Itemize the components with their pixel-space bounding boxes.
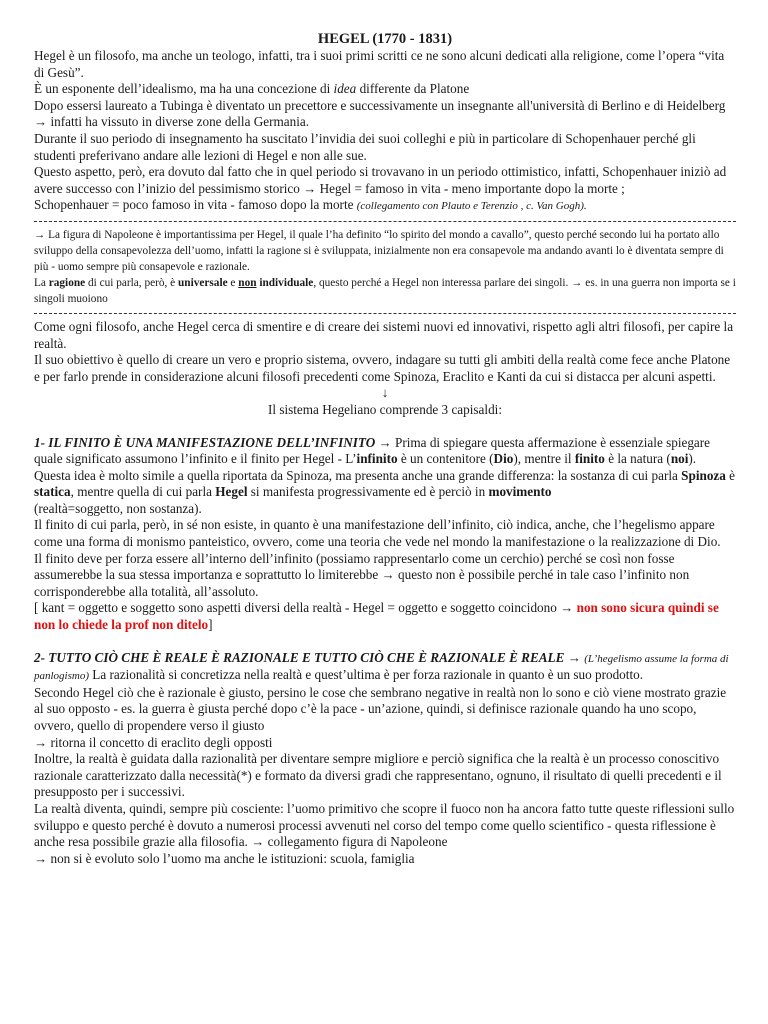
text: e	[227, 276, 239, 289]
section2-paragraph-5: La realtà diventa, quindi, sempre più cosciente: l’uomo primitivo che scopre il fuoco non ha ancora fatto tutte queste riflessioni sullo sviluppo e questo perché è dovuto a numerosi processi avvenuti nel corso del tempo come quello scientifico - questa riflessione è anche resa possibile grazie alla filosofia. → collegamento figura di Napoleone	[34, 800, 735, 850]
section1-heading: 1- IL FINITO È UNA MANIFESTAZIONE DELL’INFINITO	[34, 434, 376, 450]
section2-paragraph-2: Secondo Hegel ciò che è razionale è giusto, persino le cose che sembrano negative in realtà non lo sono e ciò viene mostrato grazie al suo opposto - es. la guerra è giusta perché dopo c’è la pace - un’azione, quindi, si definisce razionale quando ha uno scopo, ovvero, quello di propendere verso il giusto	[34, 684, 727, 733]
text: , questo perché a Hegel non interessa parlare dei singoli. → es. in una guerra non importa se i singoli muoiono	[34, 276, 736, 305]
red-warning-text: non sono sicura quindi se non lo chiede la prof non ditelo	[34, 600, 719, 633]
bold-movimento: movimento	[488, 484, 552, 500]
text: [ kant = oggetto e soggetto sono aspetti diversi della realtà - Hegel = oggetto e soggetto coincidono →	[34, 600, 577, 616]
napoleon-paragraph-2	[34, 275, 736, 307]
note: (L’hegelismo assume la forma di panlogismo)	[34, 652, 729, 683]
section2-paragraph-1	[34, 650, 736, 685]
bold-ragione: ragione	[48, 276, 86, 289]
text: è	[725, 467, 736, 483]
bold-dio: Dio	[493, 451, 514, 467]
bold-noi: noi	[670, 451, 689, 467]
system-paragraph-2: Il suo obiettivo è quello di creare un vero e proprio sistema, ovvero, indagare su tutti gli ambiti della realtà come fece anche Platone e per farlo prende in considerazione alcuni filosofi precedenti come Spinoza, Eraclito e Kanti da cui si distacca per alcuni aspetti.	[34, 352, 731, 384]
bold-infinito: infinito	[356, 451, 398, 467]
text: ), mentre il	[513, 451, 575, 467]
napoleon-paragraph-1: → La figura di Napoleone è importantissima per Hegel, il quale l’ha definito “lo spirito del mondo a cavallo”, questo perché secondo lui ha portato allo sviluppo della consapevolezza dell’uomo, infatti la ragione si è sviluppata, inizialmente non era consapevole ma andando avanti lo è diventata sempre di più - uomo sempre più consapevole e razionale.	[34, 228, 724, 273]
section2-paragraph-4: Inoltre, la realtà è guidata dalla razionalità per diventare sempre migliore e perciò significa che la realtà è un processo conoscitivo razionale caratterizzato dalla necessità(*) e formato da diversi gradi che rappresentano, ognuno, il risultato di quelli precedenti e il presupposto per i successivi.	[34, 751, 722, 800]
dashed-separator	[34, 313, 736, 315]
section1-paragraph-4: Il finito deve per forza essere all’interno dell’infinito (possiamo rappresentarlo come un cerchio) perché se così non fosse assumerebbe la sua stessa importanza e soprattutto lo limiterebbe → questo non è possibile perché in tale caso l’infinito non corrisponderebbe alla totalità, all’assoluto.	[34, 550, 690, 599]
intro-paragraph-3: Dopo essersi laureato a Tubinga è diventato un precettore e successivamente un insegnante all'università di Berlino e di Heidelberg → infatti ha vissuto in diverse zone della Germania.	[34, 97, 726, 130]
text: differente da Platone	[356, 81, 470, 97]
section1-paragraph-1	[34, 435, 736, 468]
bold-individuale: individuale	[256, 276, 314, 289]
intro-paragraph-2	[34, 81, 736, 98]
text: è la natura (	[604, 451, 671, 467]
section2-heading: 2- TUTTO CIÒ CHE È REALE È RAZIONALE E TUTTO CIÒ CHE È RAZIONALE È REALE	[34, 649, 565, 665]
bold-statica: statica	[34, 484, 71, 500]
text: Questa idea è molto simile a quella riportata da Spinoza, ma presenta anche una grande differenza: la sostanza di cui parla	[34, 467, 682, 483]
text: (realtà=soggetto, non sostanza).	[34, 500, 202, 516]
section1-paragraph-3: Il finito di cui parla, però, in sé non esiste, in quanto è una manifestazione dell’infinito, ciò indica, anche, che l’hegelismo appare come una forma di monismo panteistico, ovvero, come una teoria che vede nel mondo la manifestazione o la realizzazione di Dio.	[34, 517, 721, 550]
section1-paragraph-2	[34, 468, 736, 518]
text: è un contenitore (	[397, 451, 494, 467]
text: La razionalità si concretizza nella realtà e quest’ultima è per forza razionale in quanto è un suo prodotto.	[89, 667, 643, 683]
arrow: →	[564, 649, 585, 665]
page-title: HEGEL (1770 - 1831)	[317, 31, 453, 47]
bold-spinoza: Spinoza	[681, 467, 726, 483]
bold-finito: finito	[574, 451, 605, 467]
text: Schopenhauer = poco famoso in vita - famoso dopo la morte	[34, 197, 357, 213]
intro-paragraph-5: Questo aspetto, però, era dovuto dal fatto che in quel periodo si trovavano in un periodo ottimistico, infatti, Schopenhauer iniziò ad avere successo con l’inizio del pessimismo storico → Hegel = famoso in vita - meno importante dopo la morte ;	[34, 164, 727, 196]
intro-paragraph-6	[34, 197, 736, 215]
text: di cui parla, però, è	[85, 276, 179, 289]
section2-paragraph-6: → non si è evoluto solo l’uomo ma anche le istituzioni: scuola, famiglia	[34, 850, 415, 866]
text: È un esponente dell’idealismo, ma ha una concezione di	[34, 81, 334, 97]
note: (collegamento con Plauto e Terenzio , c. Van Gogh).	[356, 200, 587, 213]
down-arrow: ↓	[381, 385, 389, 401]
text: → Prima di spiegare questa affermazione è essenziale spiegare quale significato assumono l’infinito e il finito per Hegel - L’	[34, 434, 711, 467]
section2-paragraph-3: → ritorna il concetto di eraclito degli opposti	[34, 734, 273, 750]
spacer	[34, 419, 736, 435]
emphasis-idea: idea	[333, 81, 357, 97]
intro-paragraph-1: Hegel è un filosofo, ma anche un teologo, infatti, tra i suoi primi scritti ce ne sono alcuni dedicati alla religione, come l’opera “vita di Gesù”.	[34, 48, 725, 80]
section1-paragraph-5	[34, 600, 736, 633]
text: ]	[208, 617, 213, 633]
system-paragraph-1: Come ogni filosofo, anche Hegel cerca di smentire e di creare dei sistemi nuovi ed innovativi, rispetto agli altri filosofi, per capire la realtà.	[34, 318, 734, 351]
bold-hegel: Hegel	[215, 484, 248, 500]
intro-paragraph-4: Durante il suo periodo di insegnamento ha suscitato l’invidia dei suoi colleghi e più in particolare di Schopenhauer perché gli studenti preferivano andare alle lezioni di Hegel e non alle sue.	[34, 130, 696, 163]
bold-universale: universale	[178, 276, 228, 289]
spacer	[34, 634, 736, 650]
text: ).	[688, 451, 697, 467]
dashed-separator	[34, 221, 736, 223]
text: si manifesta progressivamente ed è perciò in	[247, 484, 489, 500]
text: La	[34, 276, 49, 289]
capisaldi-line: Il sistema Hegeliano comprende 3 capisaldi:	[267, 401, 502, 417]
bold-non: non	[238, 276, 257, 289]
text: , mentre quella di cui parla	[70, 484, 216, 500]
